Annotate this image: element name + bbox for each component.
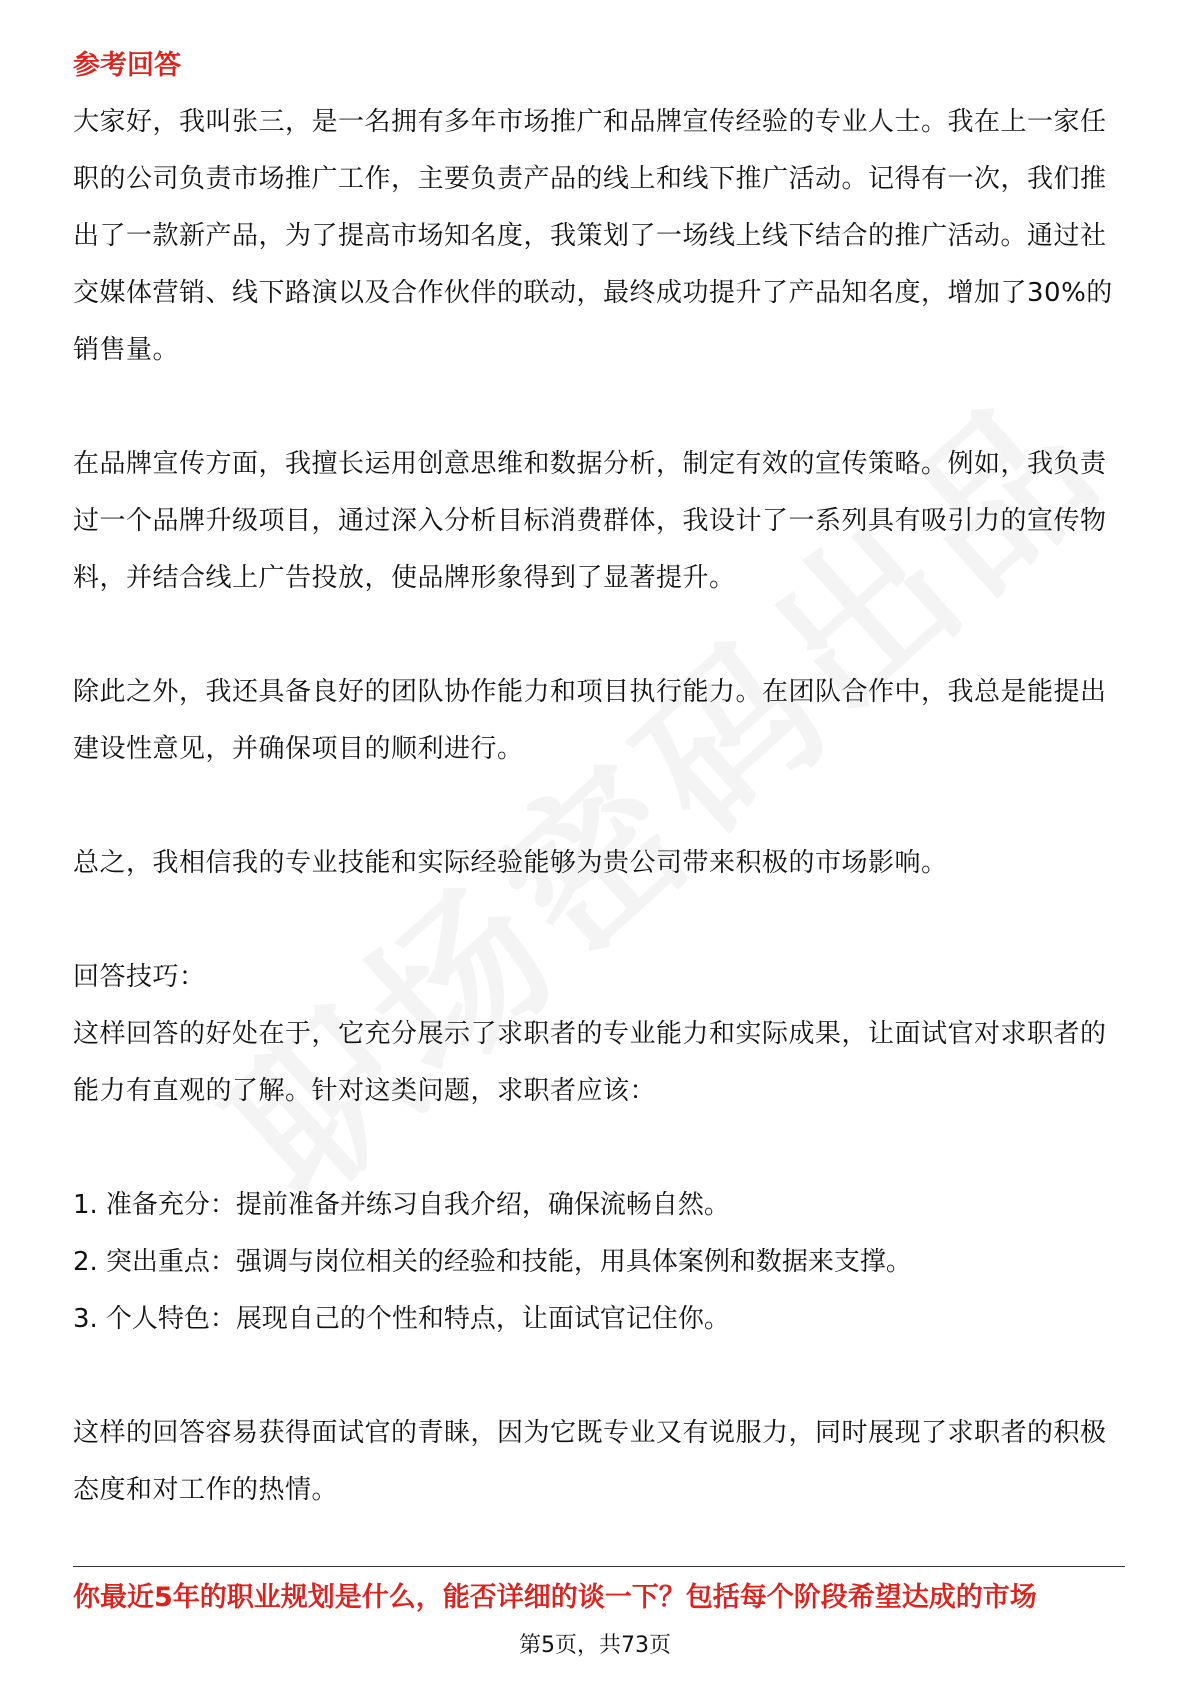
paragraph-gap: [73, 778, 1123, 835]
answer-paragraph-4: 总之，我相信我的专业技能和实际经验能够为贵公司带来积极的市场影响。: [73, 848, 948, 878]
list-item: [73, 1177, 1123, 1234]
answer-paragraph-3: 除此之外，我还具备良好的团队协作能力和项目执行能力。在团队合作中，我总是能提出建设性意见，并确保项目的顺利进行。: [73, 677, 1107, 764]
page-content: [73, 46, 1123, 1519]
section-heading: 参考回答: [73, 50, 181, 81]
tips-intro: 这样回答的好处在于，它充分展示了求职者的专业能力和实际成果，让面试官对求职者的能力有直观的了解。针对这类问题，求职者应该：: [73, 1019, 1107, 1106]
paragraph-gap: [73, 892, 1123, 949]
list-item: [73, 1291, 1123, 1348]
conclusion-paragraph: 这样的回答容易获得面试官的青睐，因为它既专业又有说服力，同时展现了求职者的积极态度和对工作的热情。: [73, 1418, 1107, 1505]
answer-paragraph-2: 在品牌宣传方面，我擅长运用创意思维和数据分析，制定有效的宣传策略。例如，我负责过一个品牌升级项目，通过深入分析目标消费群体，我设计了一系列具有吸引力的宣传物料，并结合线上广告投放，使品牌形象得到了显著提升。: [73, 449, 1107, 593]
list-item-text: 突出重点：强调与岗位相关的经验和技能，用具体案例和数据来支撑。: [105, 1247, 912, 1277]
list-item-number: 2.: [73, 1247, 98, 1277]
list-item-text: 个人特色：展现自己的个性和特点，让面试官记住你。: [105, 1304, 730, 1334]
list-item: [73, 1234, 1123, 1291]
paragraph-gap: [73, 379, 1123, 436]
paragraph-gap: [73, 1348, 1123, 1405]
list-item-number: 1.: [73, 1190, 98, 1220]
page-number: 第5页，共73页: [519, 1633, 671, 1658]
paragraph-gap: [73, 607, 1123, 664]
list-item-number: 3.: [73, 1304, 98, 1334]
next-question-heading: 你最近5年的职业规划是什么，能否详细的谈一下？包括每个阶段希望达成的市场: [73, 1582, 1037, 1613]
tips-list: [73, 1177, 1123, 1348]
tips-heading: 回答技巧：: [73, 962, 206, 992]
answer-paragraph-1: 大家好，我叫张三，是一名拥有多年市场推广和品牌宣传经验的专业人士。我在上一家任职的公司负责市场推广工作，主要负责产品的线上和线下推广活动。记得有一次，我们推出了一款新产品，为了提高市场知名度，我策划了一场线上线下结合的推广活动。通过社交媒体营销、线下路演以及合作伙伴的联动，最终成功提升了产品知名度，增加了30%的销售量。: [73, 107, 1113, 365]
list-item-text: 准备充分：提前准备并练习自我介绍，确保流畅自然。: [105, 1190, 730, 1220]
paragraph-gap: [73, 1120, 1123, 1177]
section-divider: [73, 1566, 1125, 1567]
